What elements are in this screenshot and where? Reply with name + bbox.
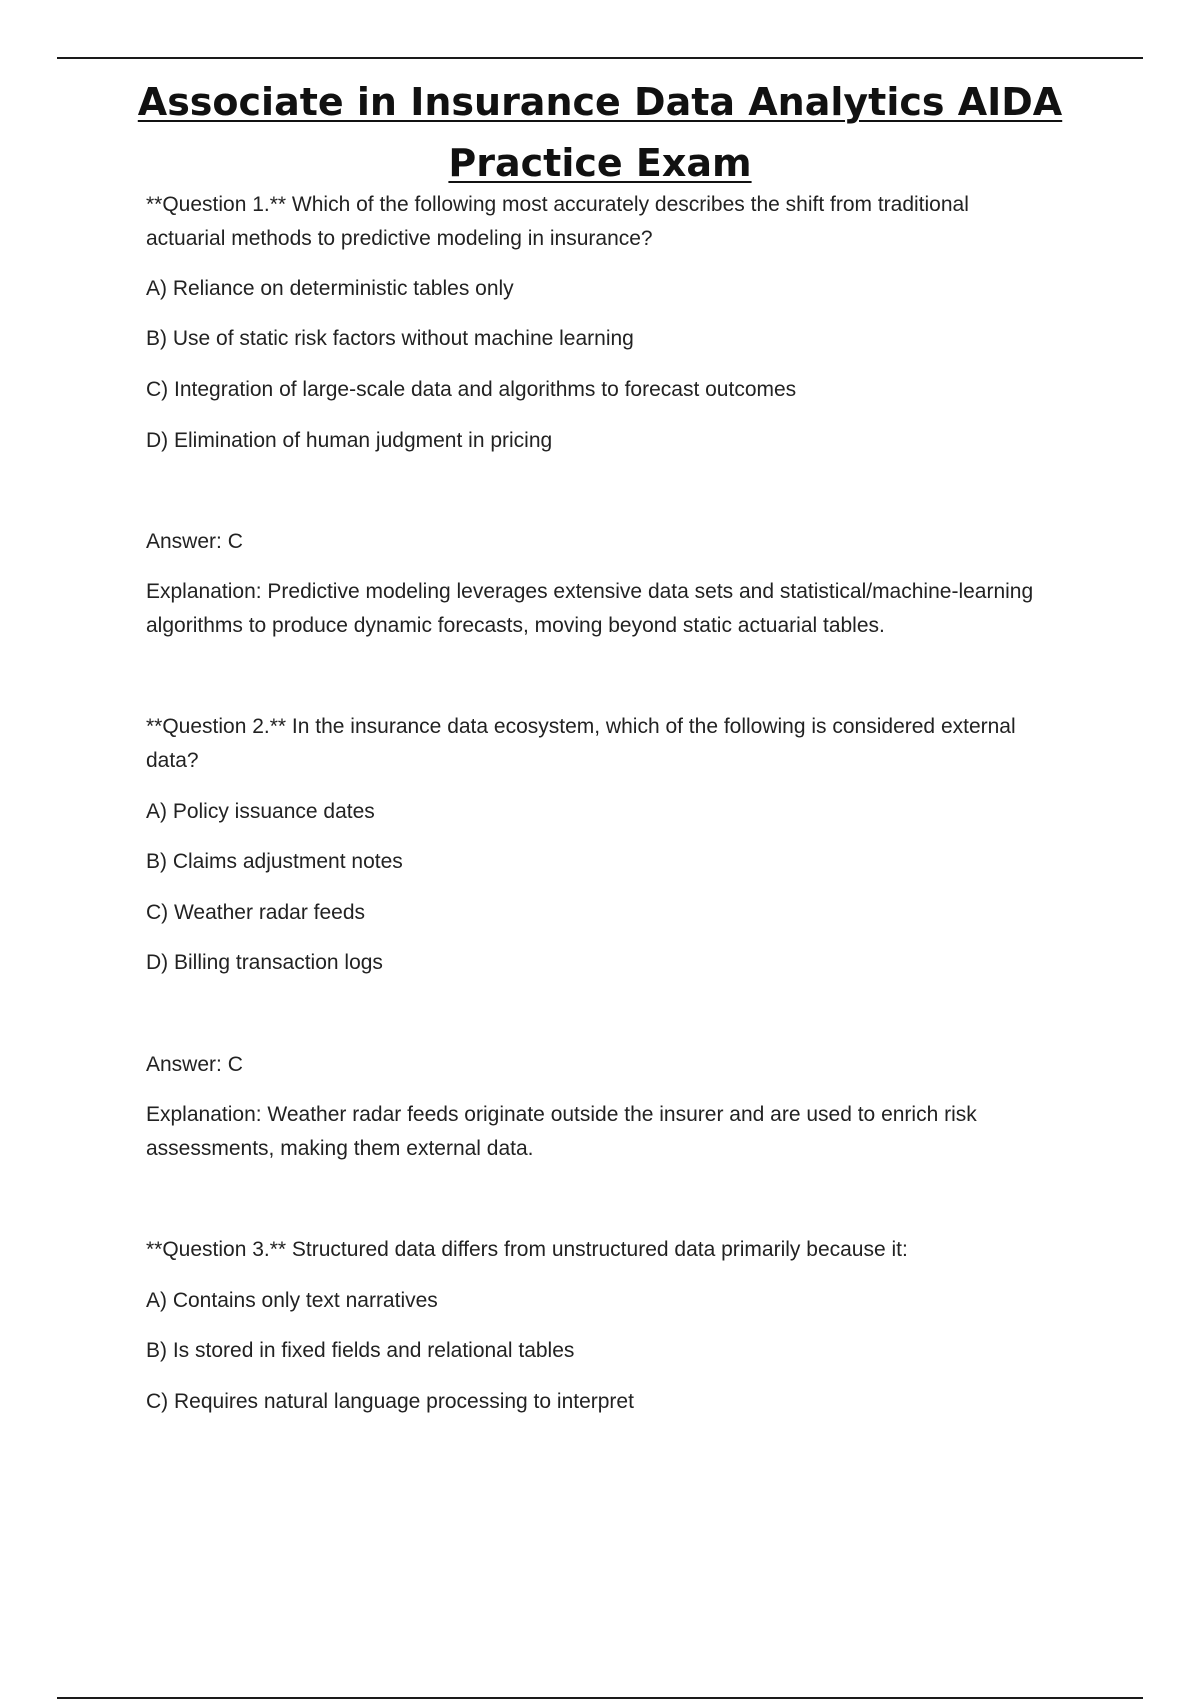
question-3-stem: **Question 3.** Structured data differs from unstructured data primarily because it: [146, 1238, 908, 1261]
question-2-explanation-cont: assessments, making them external data. [146, 1137, 534, 1160]
question-2-option-b: B) Claims adjustment notes [146, 850, 403, 873]
top-rule [57, 57, 1143, 59]
question-3-option-b: B) Is stored in fixed fields and relational tables [146, 1339, 575, 1362]
question-2-option-a: A) Policy issuance dates [146, 800, 375, 823]
document-title-line-2 [0, 143, 1200, 183]
question-2-explanation: Explanation: Weather radar feeds originate outside the insurer and are used to enrich risk [146, 1103, 977, 1126]
question-1-stem-cont: actuarial methods to predictive modeling in insurance? [146, 227, 653, 250]
bottom-rule [57, 1697, 1143, 1699]
question-1-stem: **Question 1.** Which of the following most accurately describes the shift from traditional [146, 193, 969, 216]
question-1-answer: Answer: C [146, 530, 243, 553]
question-3-option-c: C) Requires natural language processing to interpret [146, 1390, 634, 1413]
question-1-option-c: C) Integration of large-scale data and algorithms to forecast outcomes [146, 378, 797, 401]
question-1-explanation-cont: algorithms to produce dynamic forecasts, moving beyond static actuarial tables. [146, 614, 885, 637]
document-title-line-1 [0, 82, 1200, 122]
question-1-option-d: D) Elimination of human judgment in pricing [146, 429, 553, 452]
question-1-explanation: Explanation: Predictive modeling leverages extensive data sets and statistical/machine-learning [146, 580, 1034, 603]
question-2-option-d: D) Billing transaction logs [146, 951, 383, 974]
document-title-text-2: Practice Exam [448, 141, 752, 185]
question-3-option-a: A) Contains only text narratives [146, 1289, 438, 1312]
document-title-text-1: Associate in Insurance Data Analytics AIDA [137, 80, 1063, 124]
question-2-answer: Answer: C [146, 1053, 243, 1076]
question-1-option-b: B) Use of static risk factors without machine learning [146, 327, 634, 350]
question-2-option-c: C) Weather radar feeds [146, 901, 366, 924]
question-2-stem: **Question 2.** In the insurance data ecosystem, which of the following is considered external [146, 715, 1016, 738]
question-2-stem-cont: data? [146, 749, 199, 772]
question-1-option-a: A) Reliance on deterministic tables only [146, 277, 514, 300]
